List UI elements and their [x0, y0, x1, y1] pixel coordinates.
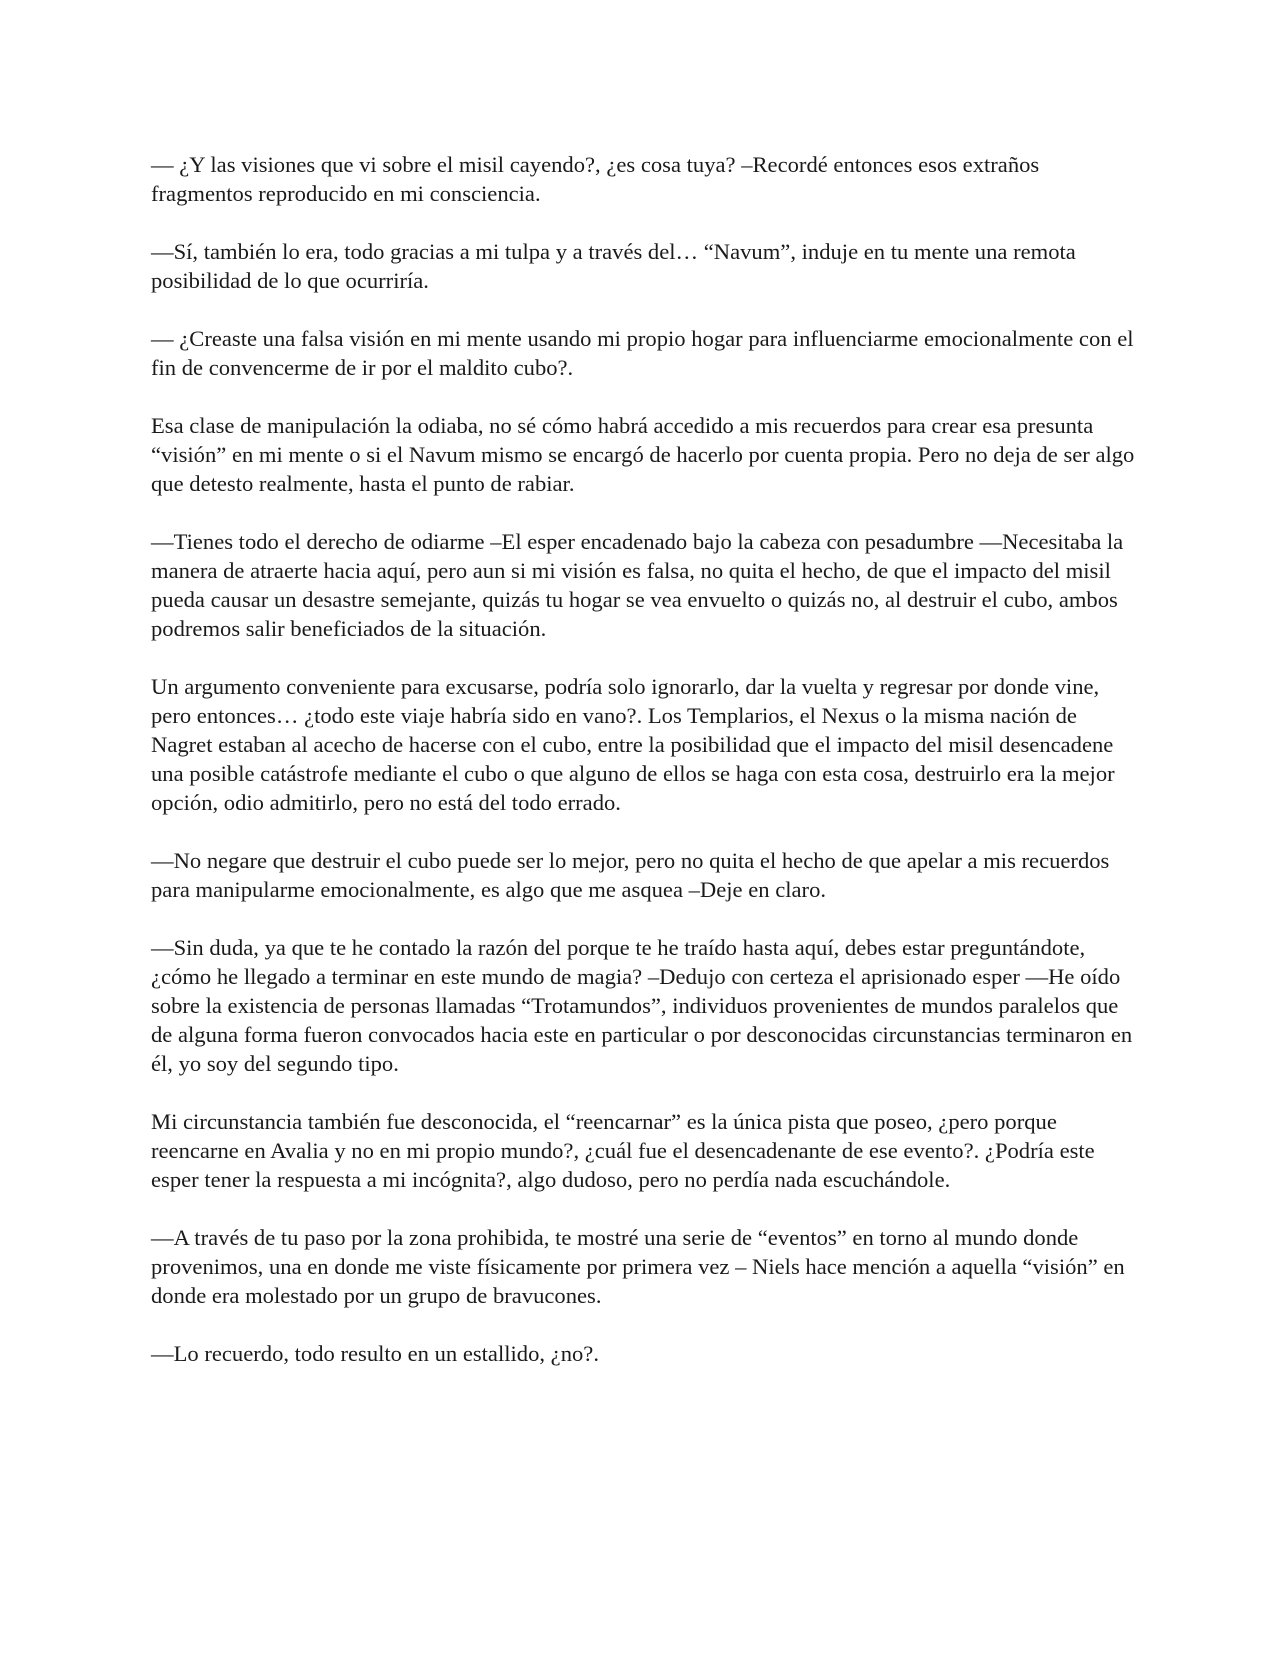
paragraph: Mi circunstancia también fue desconocida, el “reencarnar” es la única pista que poseo, ¿pero porque reencarne en Avalia y no en mi propio mundo?, ¿cuál fue el desencadenante de ese evento?. ¿Podría este esper tener la respuesta a mi incógnita?, algo dudoso, pero no perdía nada escuchándole.	[151, 1109, 1095, 1192]
paragraph: — ¿Y las visiones que vi sobre el misil cayendo?, ¿es cosa tuya? –Recordé entonces esos extraños fragmentos reproducido en mi consciencia.	[151, 152, 1040, 206]
paragraph: — ¿Creaste una falsa visión en mi mente usando mi propio hogar para influenciarme emocionalmente con el fin de convencerme de ir por el maldito cubo?.	[151, 326, 1134, 380]
paragraph: Un argumento conveniente para excusarse, podría solo ignorarlo, dar la vuelta y regresar por donde vine, pero entonces… ¿todo este viaje habría sido en vano?. Los Templarios, el Nexus o la misma nación de Nagret estaban al acecho de hacerse con el cubo, entre la posibilidad que el impacto del misil desencadene una posible catástrofe mediante el cubo o que alguno de ellos se haga con esta cosa, destruirlo era la mejor opción, odio admitirlo, pero no está del todo errado.	[151, 674, 1115, 815]
document-body	[151, 150, 1136, 1368]
paragraph: Esa clase de manipulación la odiaba, no sé cómo habrá accedido a mis recuerdos para crear esa presunta “visión” en mi mente o si el Navum mismo se encargó de hacerlo por cuenta propia. Pero no deja de ser algo que detesto realmente, hasta el punto de rabiar.	[151, 413, 1135, 496]
paragraph: —Lo recuerdo, todo resulto en un estallido, ¿no?.	[151, 1341, 599, 1366]
paragraph: —Tienes todo el derecho de odiarme –El esper encadenado bajo la cabeza con pesadumbre —Necesitaba la manera de atraerte hacia aquí, pero aun si mi visión es falsa, no quita el hecho, de que el impacto del misil pueda causar un desastre semejante, quizás tu hogar se vea envuelto o quizás no, al destruir el cubo, ambos podremos salir beneficiados de la situación.	[151, 529, 1124, 641]
paragraph: —Sin duda, ya que te he contado la razón del porque te he traído hasta aquí, debes estar preguntándote, ¿cómo he llegado a terminar en este mundo de magia? –Dedujo con certeza el aprisionado esper —He oído sobre la existencia de personas llamadas “Trotamundos”, individuos provenientes de mundos paralelos que de alguna forma fueron convocados hacia este en particular o por desconocidas circunstancias terminaron en él, yo soy del segundo tipo.	[151, 935, 1133, 1076]
paragraph: —Sí, también lo era, todo gracias a mi tulpa y a través del… “Navum”, induje en tu mente una remota posibilidad de lo que ocurriría.	[151, 239, 1076, 293]
paragraph: —A través de tu paso por la zona prohibida, te mostré una serie de “eventos” en torno al mundo donde provenimos, una en donde me viste físicamente por primera vez – Niels hace mención a aquella “visión” en donde era molestado por un grupo de bravucones.	[151, 1225, 1125, 1308]
paragraph: —No negare que destruir el cubo puede ser lo mejor, pero no quita el hecho de que apelar a mis recuerdos para manipularme emocionalmente, es algo que me asquea –Deje en claro.	[151, 848, 1110, 902]
